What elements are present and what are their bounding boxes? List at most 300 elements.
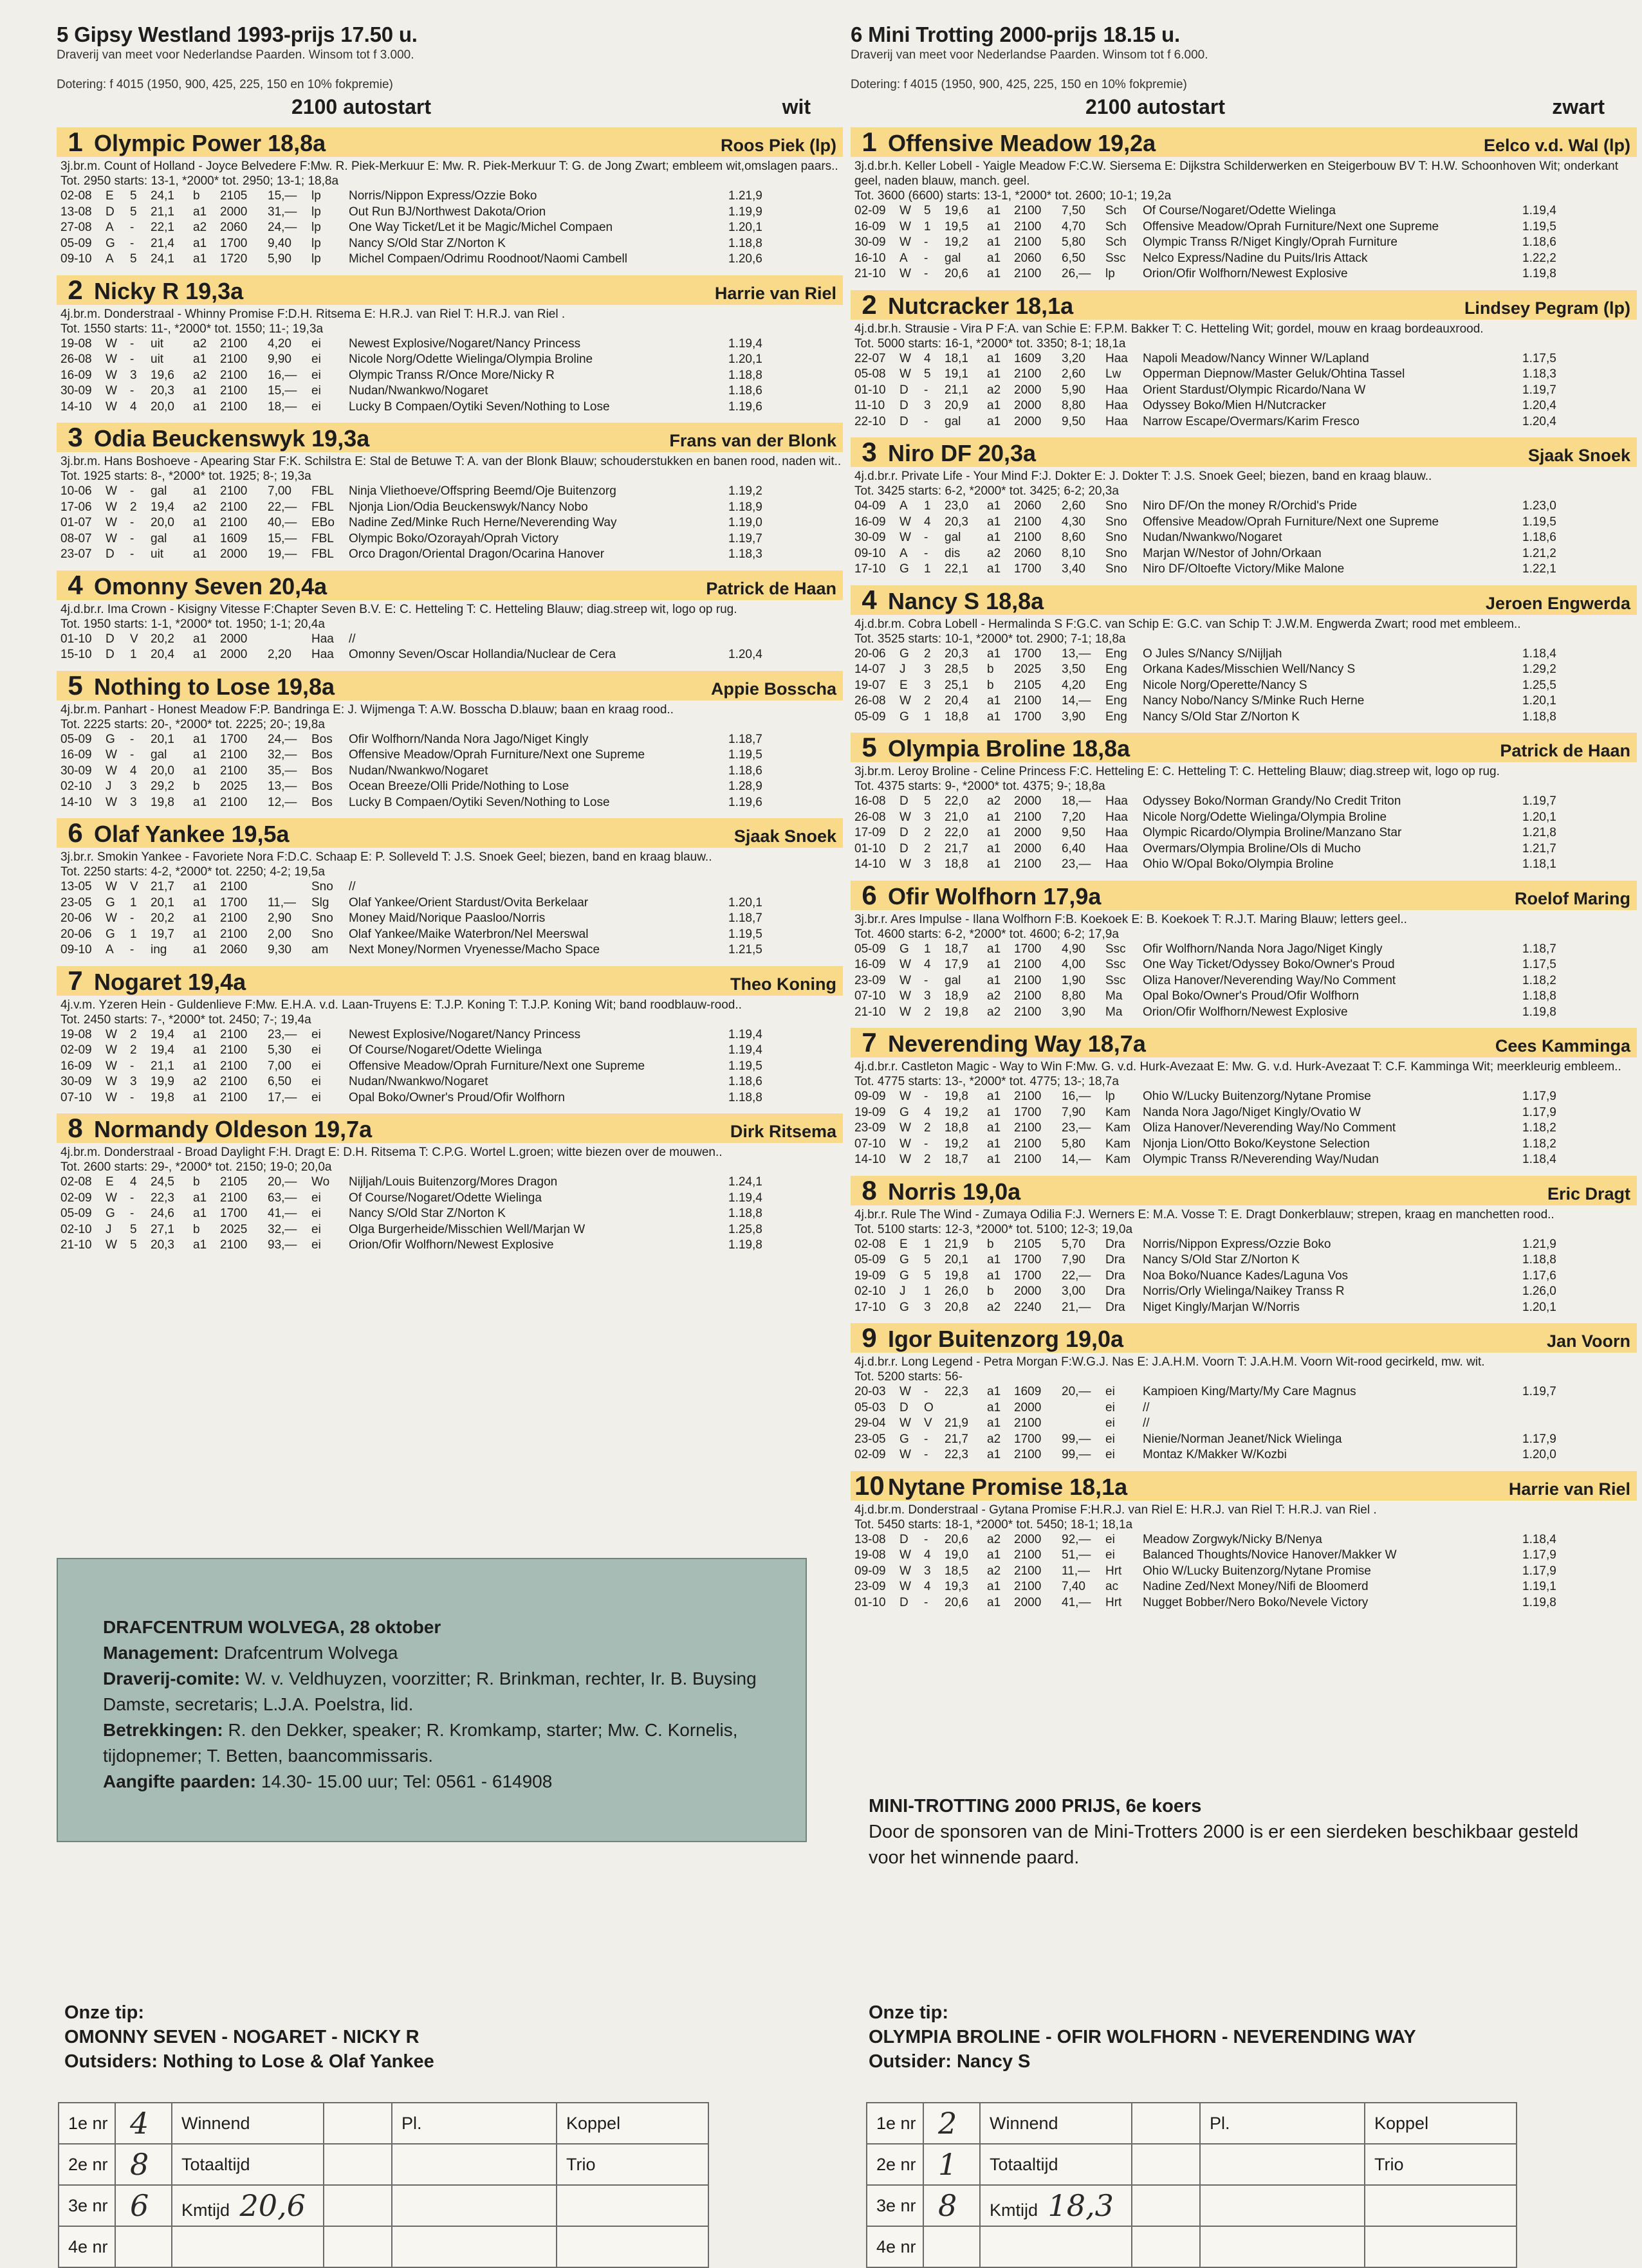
run-driver: ei: [311, 1075, 321, 1088]
run-record: 1.24,1: [728, 1175, 762, 1189]
run-track: W: [106, 1191, 117, 1205]
run-record: 1.19,4: [1522, 204, 1556, 217]
run-start-type: a1: [987, 1400, 1001, 1414]
run-odds: 13,—: [1062, 646, 1091, 661]
run-start-type: a1: [193, 1238, 207, 1252]
run-time: 19,5: [945, 219, 968, 233]
horse-name: Odia Beuckenswyk 19,3a: [94, 425, 370, 452]
run-driver: Sno: [1105, 531, 1127, 544]
result-entry[interactable]: [1132, 2185, 1200, 2226]
run-odds: 4,00: [1062, 958, 1085, 971]
run-odds: 26,—: [1062, 267, 1091, 280]
run-position: -: [130, 1059, 134, 1073]
run-record: 1.18,8: [1522, 709, 1556, 724]
result-kmtijd[interactable]: Kmtijd 20,6: [172, 2185, 324, 2226]
run-row: [854, 1447, 1637, 1463]
run-distance: 2100: [220, 399, 248, 414]
run-odds: 40,—: [268, 516, 297, 529]
run-odds: 24,—: [268, 221, 297, 234]
run-odds: 8,60: [1062, 531, 1085, 544]
run-time: 24,1: [151, 252, 174, 266]
result-entry[interactable]: [1132, 2144, 1200, 2185]
run-list: [854, 646, 1637, 726]
run-position: -: [924, 1448, 928, 1461]
run-track: D: [106, 632, 115, 646]
run-distance: 1609: [220, 531, 248, 545]
run-distance: 2100: [1014, 989, 1042, 1003]
run-date: 23-07: [60, 547, 92, 561]
run-result: Orion/Ofir Wolfhorn/Newest Explosive: [349, 1238, 554, 1252]
run-date: 01-10: [854, 1595, 886, 1609]
run-time: 28,5: [945, 663, 968, 676]
run-position: -: [924, 235, 928, 249]
run-result: Orco Dragon/Oriental Dragon/Ocarina Hanover: [349, 547, 605, 561]
run-time: 20,3: [945, 515, 968, 529]
run-track: W: [106, 880, 117, 893]
run-result: //: [349, 632, 356, 646]
run-distance: 2060: [220, 943, 248, 956]
run-row: [854, 546, 1637, 562]
run-start-type: b: [193, 1222, 200, 1236]
run-row: [854, 1137, 1637, 1153]
run-record: 1.19,8: [1522, 267, 1556, 280]
result-entry-1[interactable]: 4: [115, 2103, 172, 2144]
horse-number: 1: [862, 127, 877, 157]
run-distance: 2000: [1014, 1400, 1042, 1414]
run-track: W: [106, 1075, 117, 1088]
run-result: Ohio W/Lucky Buitenzorg/Nytane Promise: [1143, 1564, 1371, 1578]
run-track: G: [899, 1268, 909, 1283]
run-odds: 16,—: [268, 368, 297, 382]
run-driver: ei: [1105, 1532, 1115, 1546]
run-record: 1.19,6: [728, 795, 762, 809]
run-position: V: [924, 1416, 932, 1430]
result-entry[interactable]: [1132, 2103, 1200, 2144]
horse-entry: [851, 127, 1637, 282]
run-position: 1: [924, 499, 931, 513]
run-track: G: [106, 1207, 115, 1220]
run-time: 21,1: [151, 1059, 174, 1073]
run-date: 16-09: [60, 1059, 92, 1073]
run-date: 19-08: [60, 1027, 92, 1041]
horse-entry: [851, 1471, 1637, 1611]
run-time: 19,6: [151, 368, 174, 382]
run-odds: 22,—: [1062, 1268, 1091, 1283]
run-odds: 7,00: [268, 484, 291, 498]
run-start-type: a2: [193, 1075, 207, 1088]
horse-totals: Tot. 5100 starts: 12-3, *2000* tot. 5100; 12-3; 19,0a: [854, 1222, 1133, 1236]
run-position: -: [924, 1432, 928, 1446]
run-track: W: [106, 1027, 117, 1041]
run-odds: [1062, 1400, 1105, 1416]
mini-trotting-title: MINI-TROTTING 2000 PRIJS, 6e koers: [869, 1796, 1202, 1816]
run-record: 1.19,5: [1522, 515, 1556, 529]
horse-driver: Dirk Ritsema: [730, 1122, 836, 1141]
result-label: Winnend: [980, 2103, 1132, 2144]
horse-number: 9: [862, 1323, 877, 1353]
run-record: 1.19,6: [728, 399, 762, 414]
run-time: gal: [945, 251, 961, 265]
run-row: [60, 484, 843, 500]
run-track: W: [106, 748, 117, 762]
horse-name: Nytane Promise 18,1a: [888, 1473, 1128, 1500]
run-time: dis: [945, 546, 961, 560]
run-start-type: a1: [193, 1043, 207, 1057]
run-start-type: b: [987, 678, 994, 692]
race-color: zwart: [1552, 95, 1605, 118]
run-record: 1.19,5: [728, 748, 762, 762]
run-record: 1.19,5: [1522, 219, 1556, 233]
run-odds: 8,10: [1062, 546, 1085, 560]
run-distance: 1700: [1014, 1268, 1042, 1283]
run-record: 1.20,1: [728, 895, 762, 910]
run-record: 1.19,4: [728, 1043, 762, 1057]
run-driver: Sch: [1105, 204, 1127, 217]
run-result: Nancy S/Old Star Z/Norton K: [349, 1207, 506, 1220]
run-driver: Dra: [1105, 1300, 1125, 1314]
result-entry[interactable]: [1365, 2185, 1517, 2226]
run-driver: Hrt: [1105, 1564, 1122, 1578]
run-start-type: a1: [987, 531, 1001, 544]
run-start-type: a2: [987, 1532, 1001, 1546]
run-start-type: b: [987, 1285, 994, 1298]
run-start-type: b: [987, 663, 994, 676]
result-kmtijd[interactable]: Kmtijd 18,3: [980, 2185, 1132, 2226]
result-entry-4[interactable]: [115, 2226, 172, 2267]
run-distance: 2105: [1014, 1237, 1042, 1251]
run-date: 01-07: [60, 516, 92, 529]
run-row: [854, 1284, 1637, 1300]
horse-entry: [851, 290, 1637, 430]
result-entry[interactable]: [324, 2185, 392, 2226]
run-result: Nancy S/Old Star Z/Norton K: [1143, 1253, 1300, 1267]
run-distance: 1700: [220, 895, 248, 910]
run-date: 26-08: [854, 694, 886, 708]
horse-driver: Appie Bosscha: [710, 679, 836, 699]
run-time: 19,8: [945, 1090, 968, 1103]
run-start-type: a1: [987, 204, 1001, 217]
run-driver: Dra: [1105, 1285, 1125, 1298]
run-position: 2: [924, 1121, 931, 1135]
horse-totals: Tot. 4600 starts: 6-2, *2000* tot. 4600; 6-2; 17,9a: [854, 927, 1119, 941]
run-row: [854, 810, 1637, 826]
run-time: 24,6: [151, 1207, 174, 1220]
run-start-type: a1: [193, 1059, 207, 1073]
run-start-type: a1: [987, 973, 1001, 987]
run-track: D: [899, 1595, 909, 1609]
result-label: Winnend: [172, 2103, 324, 2144]
run-odds: 7,00: [268, 1059, 291, 1073]
run-distance: 2100: [220, 516, 248, 529]
run-track: W: [899, 1548, 911, 1562]
run-row: [854, 235, 1637, 251]
run-time: 19,4: [151, 500, 174, 514]
tip-picks: OMONNY SEVEN - NOGARET - NICKY R: [64, 2027, 420, 2047]
run-odds: 9,50: [1062, 826, 1085, 839]
result-entry-4[interactable]: [923, 2226, 980, 2267]
run-odds: [1062, 1416, 1105, 1432]
run-position: 3: [130, 1075, 137, 1088]
run-row: [854, 1384, 1637, 1400]
run-track: E: [106, 1175, 114, 1189]
horse-name: Olympic Power 18,8a: [94, 130, 326, 156]
run-track: A: [106, 943, 114, 956]
run-record: 1.21,7: [1522, 841, 1556, 855]
run-date: 02-10: [60, 780, 92, 793]
result-entry[interactable]: [392, 2226, 557, 2267]
run-date: 13-05: [60, 880, 92, 893]
run-track: W: [106, 531, 117, 545]
run-row: [854, 414, 1637, 430]
result-label: 4e nr: [867, 2226, 923, 2267]
run-date: 01-10: [854, 841, 886, 855]
run-date: 02-09: [60, 1043, 92, 1057]
run-date: 22-10: [854, 414, 886, 428]
run-position: 4: [924, 351, 931, 365]
run-odds: 23,—: [1062, 1121, 1091, 1135]
run-position: 3: [130, 795, 137, 809]
horse-entry: [57, 423, 843, 563]
run-time: 21,7: [945, 1432, 968, 1446]
run-position: 1: [924, 1285, 931, 1298]
run-position: 5: [130, 1238, 137, 1252]
horse-name: Omonny Seven 20,4a: [94, 572, 327, 599]
run-record: 1.19,4: [728, 1191, 762, 1205]
run-odds: 1,90: [1062, 973, 1085, 987]
run-track: W: [899, 973, 911, 987]
run-record: 1.19,2: [728, 484, 762, 498]
run-start-type: b: [193, 780, 200, 793]
venue-title: DRAFCENTRUM WOLVEGA, 28 oktober: [103, 1617, 441, 1637]
run-odds: 7,90: [1062, 1253, 1085, 1267]
result-table-race-5: [58, 2102, 709, 2268]
run-result: Orkana Kades/Misschien Well/Nancy S: [1143, 663, 1356, 676]
horse-entry: [57, 275, 843, 416]
run-record: 1.26,0: [1522, 1285, 1556, 1298]
run-row: [60, 188, 843, 205]
run-date: 05-09: [854, 709, 886, 724]
run-start-type: a1: [193, 399, 207, 414]
run-distance: 2060: [220, 221, 248, 234]
run-driver: ei: [1105, 1432, 1115, 1446]
run-date: 20-06: [60, 911, 92, 925]
run-result: One Way Ticket/Odyssey Boko/Owner's Proud: [1143, 958, 1395, 971]
run-date: 05-09: [60, 236, 92, 250]
run-result: Nancy S/Old Star Z/Norton K: [349, 236, 506, 250]
run-driver: Sno: [1105, 546, 1127, 560]
horse-number: 3: [862, 437, 877, 467]
run-row: [60, 399, 843, 416]
result-entry[interactable]: [980, 2226, 1132, 2267]
result-entry[interactable]: [324, 2103, 392, 2144]
run-position: 2: [130, 1027, 137, 1041]
run-distance: 2100: [1014, 367, 1042, 381]
run-odds: 41,—: [1062, 1595, 1091, 1609]
run-distance: 2105: [1014, 678, 1042, 692]
run-position: 1: [924, 709, 931, 724]
run-record: 1.17,9: [1522, 1090, 1556, 1103]
result-entry[interactable]: [1200, 2144, 1365, 2185]
run-distance: 2100: [1014, 1121, 1042, 1135]
race-meta: [57, 93, 843, 121]
result-entry[interactable]: [392, 2144, 557, 2185]
run-date: 14-10: [854, 1153, 886, 1166]
run-driver: Ssc: [1105, 251, 1126, 265]
run-date: 19-09: [854, 1105, 886, 1119]
run-track: W: [899, 1153, 911, 1166]
run-start-type: a1: [987, 958, 1001, 971]
run-record: [1522, 1416, 1580, 1432]
result-label: Koppel: [1365, 2103, 1517, 2144]
run-odds: 32,—: [268, 748, 297, 762]
run-time: gal: [151, 484, 167, 498]
result-label: 4e nr: [59, 2226, 115, 2267]
run-time: 20,3: [151, 384, 174, 398]
tip-header: Onze tip:: [869, 2002, 949, 2023]
horse-name: Norris 19,0a: [888, 1178, 1021, 1205]
run-odds: 17,—: [268, 1090, 297, 1104]
run-distance: 2025: [1014, 663, 1042, 676]
run-result: Opal Boko/Owner's Proud/Ofir Wolfhorn: [349, 1090, 565, 1104]
run-driver: Lw: [1105, 367, 1121, 381]
result-entry-2[interactable]: 8: [115, 2144, 172, 2185]
run-distance: 2100: [220, 764, 248, 778]
run-time: 21,7: [945, 841, 968, 855]
result-entry[interactable]: [324, 2226, 392, 2267]
run-result: Olympic Transs R/Niget Kingly/Oprah Furniture: [1143, 235, 1398, 249]
run-distance: 2025: [220, 1222, 248, 1236]
horse-entry: [851, 1323, 1637, 1463]
run-time: 22,3: [945, 1448, 968, 1461]
run-distance: 2100: [1014, 267, 1042, 280]
run-record: 1.18,2: [1522, 973, 1556, 987]
run-driver: Sno: [311, 927, 333, 941]
run-result: Orient Stardust/Olympic Ricardo/Nana W: [1143, 383, 1366, 397]
run-date: 09-10: [60, 943, 92, 956]
run-row: [60, 927, 843, 943]
result-entry[interactable]: [392, 2185, 557, 2226]
run-start-type: a1: [193, 205, 207, 219]
run-record: 1.18,6: [1522, 531, 1556, 544]
result-entry[interactable]: [1200, 2185, 1365, 2226]
run-position: -: [924, 414, 928, 428]
run-result: Ohio W/Lucky Buitenzorg/Nytane Promise: [1143, 1090, 1371, 1103]
run-start-type: a2: [987, 546, 1001, 560]
run-start-type: a1: [193, 531, 207, 545]
result-entry[interactable]: [1200, 2226, 1365, 2267]
result-entry-3[interactable]: 6: [115, 2185, 172, 2226]
result-entry[interactable]: [172, 2226, 324, 2267]
horse-pedigree: 4j.v.m. Yzeren Hein - Guldenlieve F:Mw. E.H.A. v.d. Laan-Truyens E: T.J.P. Koning T: T.J.P. Koning Wit; band roodblauw-rood..: [60, 998, 742, 1012]
run-position: 4: [924, 1105, 931, 1119]
run-record: 1.17,9: [1522, 1564, 1556, 1578]
run-position: 2: [924, 841, 931, 855]
result-entry-1[interactable]: 2: [923, 2103, 980, 2144]
run-driver: Eng: [1105, 646, 1127, 661]
run-driver: Ssc: [1105, 958, 1126, 971]
run-record: 1.18,4: [1522, 1153, 1556, 1166]
result-entry-3[interactable]: 8: [923, 2185, 980, 2226]
run-distance: 1700: [1014, 942, 1042, 956]
run-distance: 2100: [220, 384, 248, 398]
run-distance: 1609: [1014, 1385, 1042, 1398]
run-record: 1.18,8: [728, 1207, 762, 1220]
horse-pedigree: 3j.br.r. Ares Impulse - Ilana Wolfhorn F:B. Koekoek E: B. Koekoek T: R.J.T. Maring Blauw; letters geel..: [854, 912, 1407, 926]
run-position: 5: [924, 1253, 931, 1267]
run-list: [854, 351, 1637, 430]
run-driver: Hrt: [1105, 1595, 1122, 1609]
run-row: [60, 632, 843, 648]
run-position: 3: [924, 857, 931, 871]
run-row: [60, 879, 843, 895]
run-start-type: a1: [987, 1580, 1001, 1593]
result-entry[interactable]: [557, 2185, 708, 2226]
horse-header: [57, 571, 843, 600]
run-driver: ei: [311, 384, 321, 398]
run-time: 19,9: [151, 1075, 174, 1088]
horse-totals: Tot. 2450 starts: 7-, *2000* tot. 2450; 7-; 19,4a: [60, 1012, 311, 1027]
run-result: Olaf Yankee/Orient Stardust/Ovita Berkelaar: [349, 895, 589, 910]
run-record: 1.19,5: [728, 1059, 762, 1073]
result-entry[interactable]: [324, 2144, 392, 2185]
run-result: Balanced Thoughts/Novice Hanover/Makker W: [1143, 1548, 1397, 1562]
run-time: uit: [151, 336, 164, 351]
run-time: 20,1: [151, 895, 174, 910]
run-start-type: b: [193, 189, 200, 203]
result-entry[interactable]: [1132, 2226, 1200, 2267]
run-date: 16-09: [60, 368, 92, 382]
run-record: 1.17,9: [1522, 1432, 1556, 1446]
run-list: [854, 1237, 1637, 1316]
run-date: 30-09: [60, 384, 92, 398]
run-position: 5: [924, 367, 931, 381]
run-result: Of Course/Nogaret/Odette Wielinga: [349, 1191, 542, 1205]
run-odds: 24,—: [268, 732, 297, 746]
run-start-type: a1: [193, 732, 207, 746]
run-distance: 2100: [1014, 531, 1042, 544]
run-result: Money Maid/Norique Paasloo/Norris: [349, 911, 546, 925]
run-odds: 4,20: [268, 336, 291, 351]
result-entry-2[interactable]: 1: [923, 2144, 980, 2185]
run-start-type: a1: [987, 267, 1001, 280]
run-driver: Dra: [1105, 1237, 1125, 1251]
run-track: G: [106, 927, 115, 941]
run-record: [728, 879, 786, 895]
run-odds: 6,40: [1062, 841, 1085, 855]
run-position: 2: [924, 826, 931, 839]
horse-name: Normandy Oldeson 19,7a: [94, 1116, 373, 1142]
run-position: 5: [924, 204, 931, 217]
run-date: 29-04: [854, 1416, 886, 1430]
horse-pedigree: 3j.br.m. Count of Holland - Joyce Belvedere F:Mw. R. Piek-Merkuur E: Mw. R. Piek-Merkuur T: G. de Jong Zwart; embleem wit,omslagen paars..: [60, 160, 838, 173]
run-position: 5: [130, 1222, 137, 1236]
run-driver: Bos: [311, 795, 333, 809]
run-track: D: [106, 648, 115, 661]
horse-entry: [851, 437, 1637, 578]
result-entry[interactable]: [1365, 2226, 1517, 2267]
run-row: [854, 1005, 1637, 1021]
run-date: 01-10: [60, 632, 92, 646]
run-result: Newest Explosive/Nogaret/Nancy Princess: [349, 336, 581, 351]
run-result: //: [1143, 1400, 1150, 1414]
horse-driver: Patrick de Haan: [1500, 741, 1630, 760]
run-start-type: a1: [987, 1448, 1001, 1461]
run-record: [728, 632, 786, 648]
run-driver: FBL: [311, 500, 334, 514]
result-entry[interactable]: [557, 2226, 708, 2267]
run-track: D: [106, 205, 115, 219]
run-start-type: a1: [987, 942, 1001, 956]
